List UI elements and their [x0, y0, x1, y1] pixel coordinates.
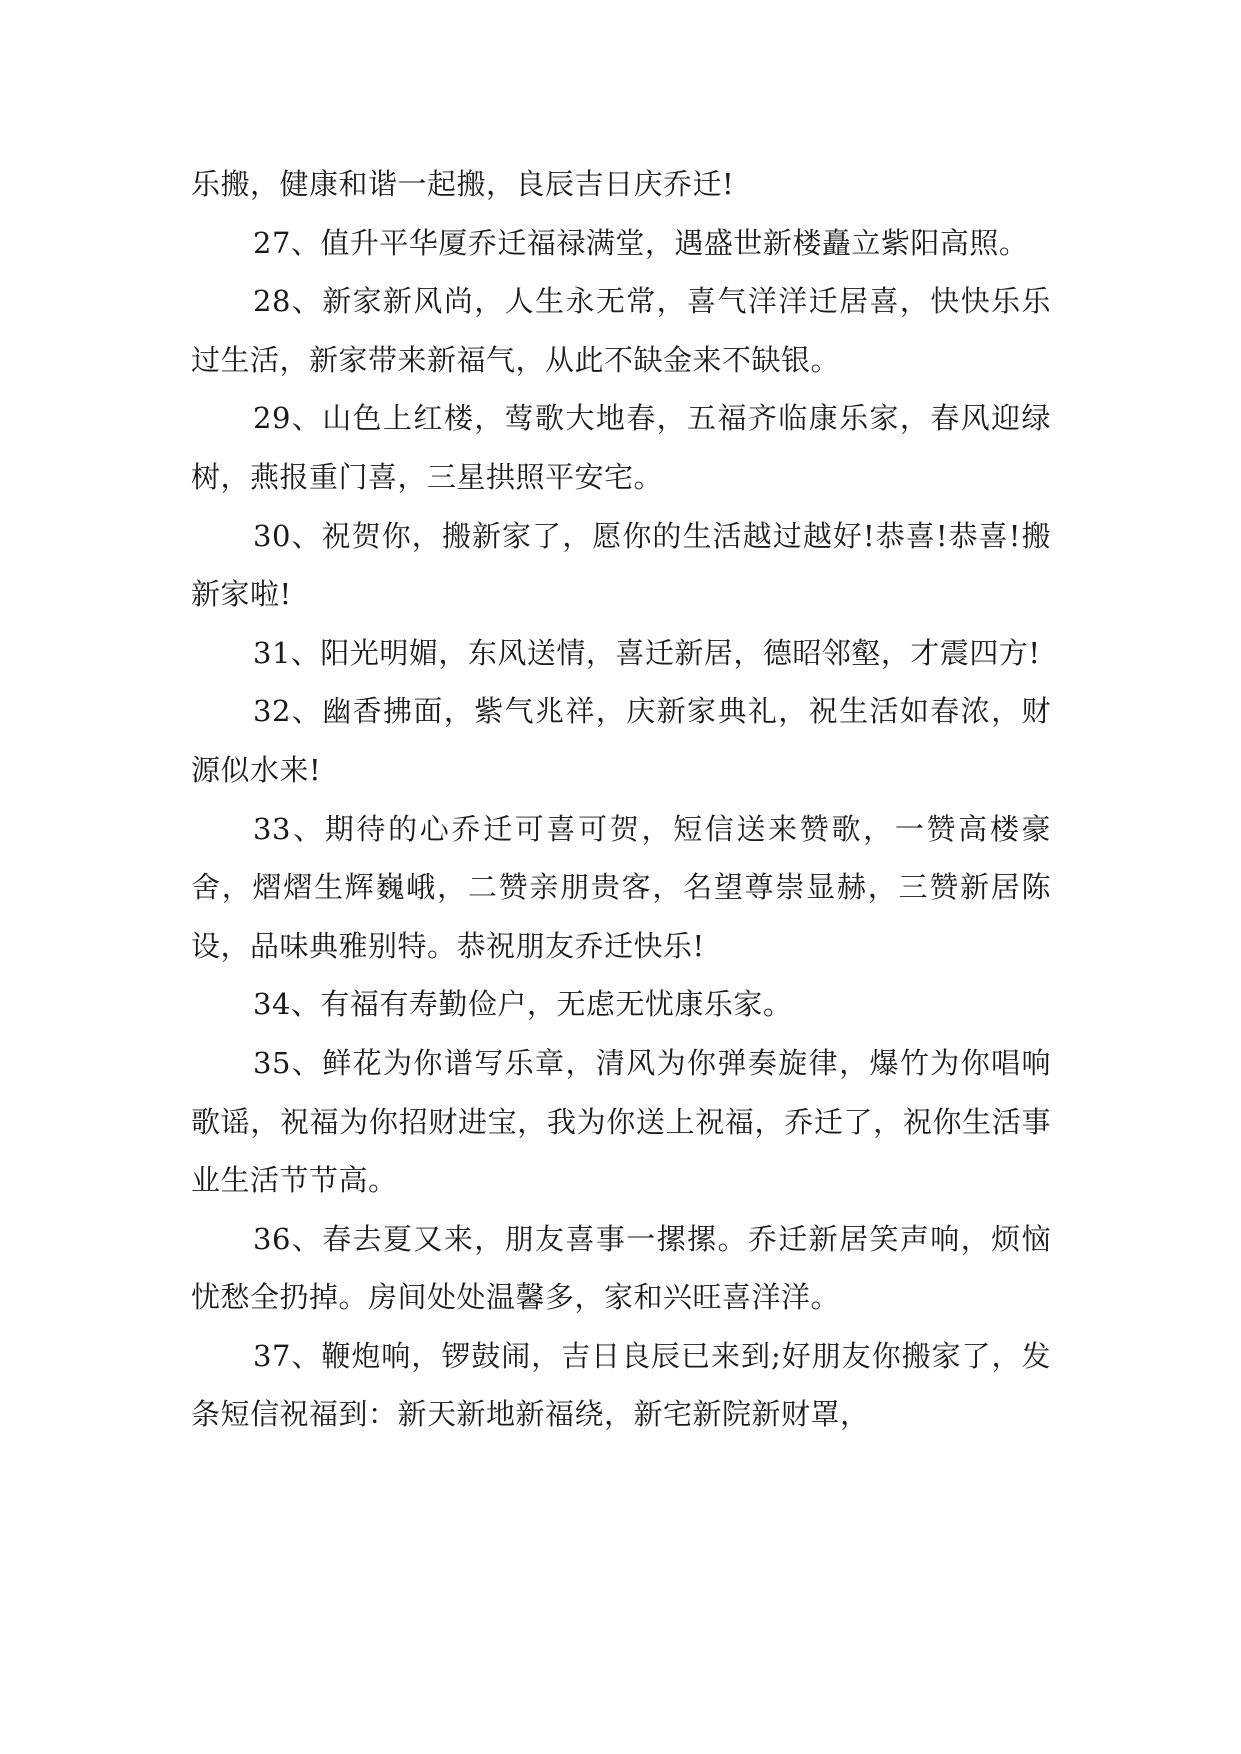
paragraph-35: 35、鲜花为你谱写乐章，清风为你弹奏旋律，爆竹为你唱响歌谣，祝福为你招财进宝，我为你送上祝福，乔迁了，祝你生活事业生活节节高。 [191, 1045, 1051, 1198]
paragraph-34: 34、有福有寿勤俭户，无虑无忧康乐家。 [253, 987, 793, 1022]
paragraph-30: 30、祝贺你，搬新家了，愿你的生活越过越好!恭喜!恭喜!搬新家啦! [191, 518, 1051, 612]
paragraph-37: 37、鞭炮响，锣鼓闹，吉日良辰已来到;好朋友你搬家了，发条短信祝福到：新天新地新福绕，新宅新院新财罩， [191, 1338, 1051, 1432]
paragraph-36: 36、春去夏又来，朋友喜事一摞摞。乔迁新居笑声响，烦恼忧愁全扔掉。房间处处温馨多，家和兴旺喜洋洋。 [191, 1221, 1051, 1315]
paragraph-27: 27、值升平华厦乔迁福禄满堂，遇盛世新楼矗立紫阳高照。 [253, 225, 1029, 260]
paragraph-28: 28、新家新风尚，人生永无常，喜气洋洋迁居喜，快快乐乐过生活，新家带来新福气，从此不缺金来不缺银。 [191, 284, 1051, 377]
paragraph-33: 33、期待的心乔迁可喜可贺，短信送来赞歌，一赞高楼豪舍，熠熠生辉巍峨，二赞亲朋贵客，名望尊崇显赫，三赞新居陈设，品味典雅别特。恭祝朋友乔迁快乐! [191, 811, 1051, 963]
paragraph-continuation: 乐搬，健康和谐一起搬，良辰吉日庆乔迁! [191, 167, 735, 201]
paragraph-29: 29、山色上红楼，莺歌大地春，五福齐临康乐家，春风迎绿树，燕报重门喜，三星拱照平安宅。 [191, 401, 1051, 494]
paragraph-31: 31、阳光明媚，东风送情，喜迁新居，德昭邻壑，才震四方! [253, 635, 1041, 670]
body-text [191, 155, 1051, 1444]
paragraph-32: 32、幽香拂面，紫气兆祥，庆新家典礼，祝生活如春浓，财源似水来! [191, 694, 1051, 787]
